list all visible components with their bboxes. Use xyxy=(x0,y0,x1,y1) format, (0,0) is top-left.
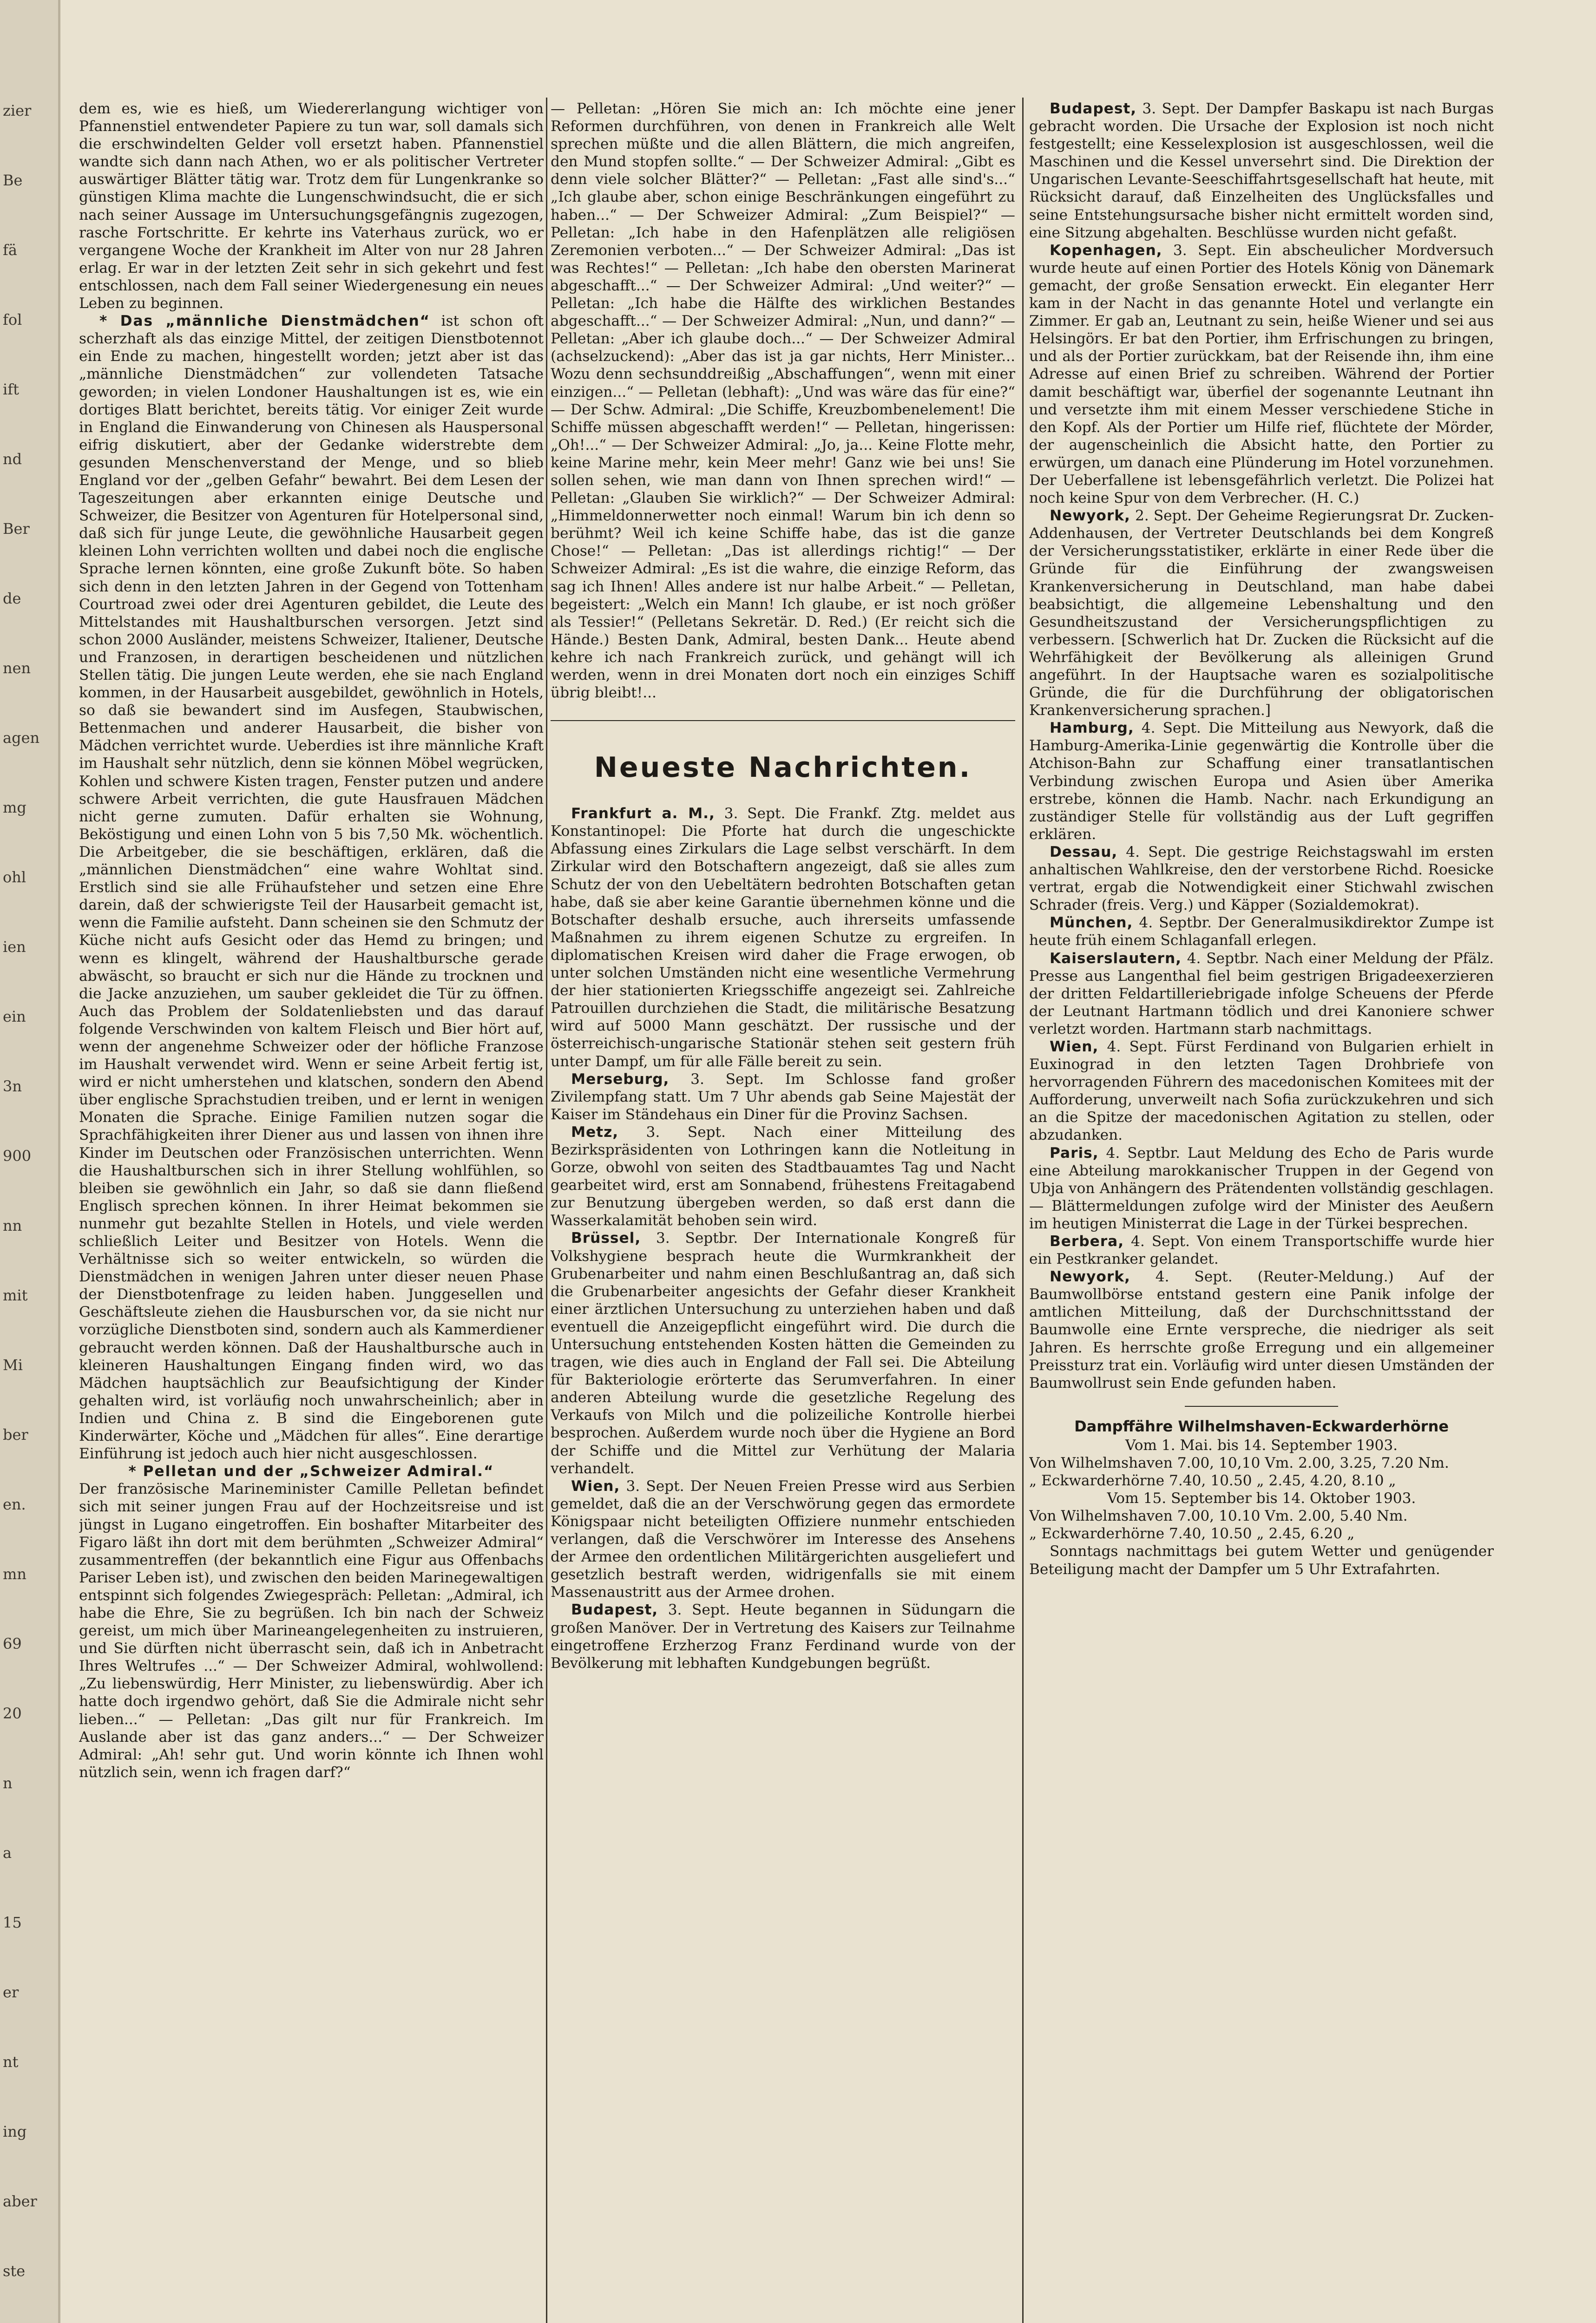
column-rule-left xyxy=(546,98,547,2323)
news-dateline: Budapest, xyxy=(1050,100,1137,117)
news-text: 3. Sept. Der Dampfer Baskapu ist nach Burgas gebracht worden. Die Ursache der Explosion ist noch nicht festgestellt; eine Kesselexplosion ist ausgeschlossen, weil die Maschinen und die Kessel unversehrt sind. Die Direktion der Ungarischen Levante-Seeschiffahrtsgesellschaft hat heute, mit Rücksicht darauf, daß Einzelheiten des Unglücksfalles und seine Entstehungsursache bisher nicht ermittelt worden sind, eine Sitzung abgehalten. Beschlüsse wurden nicht gefaßt. xyxy=(1029,100,1494,241)
news-text: 2. Sept. Der Geheime Regierungsrat Dr. Zucken-Addenhausen, der Vertreter Deutschlands bei dem Kongreß der Versicherungsstatistiker, erklärte in einer Rede über die Gründe für die Einführung der zwangsweisen Krankenversicherung in Deutschland, man habe dabei beabsichtigt, die allgemeine Lebenshaltung und den Gesundheitszustand der Versicherungspflichtigen zu verbessern. [Schwerlich hat Dr. Zucken die Rücksicht auf die Wehrfähigkeit der Bevölkerung als alleinigen Grund angeführt. In der Hauptsache waren es sozialpolitische Gründe, die für die Durchführung der obligatorischen Krankenversicherung sprachen.] xyxy=(1029,507,1494,719)
news-text: 3. Sept. Nach einer Mitteilung des Bezirkspräsidenten von Lothringen kann die Notleitung in Gorze, obwohl von seiten des Stadtbauamtes Tag und Nacht gearbeitet wird, erst am Sonnabend, frühestens Freitagabend zur Benutzung übergeben werden, so daß erst dann die Wasserkalamität behoben sein wird. xyxy=(551,1123,1015,1229)
previous-page-fragment: Mi xyxy=(3,1357,23,1373)
article-pelletan-continuation: — Pelletan: „Hören Sie mich an: Ich möchte eine jener Reformen durchführen, von denen in Frankreich alle Welt sprechen müßte und die allen Blättern, die mich angreifen, den Mund stopfen sollte.“ — Der Schweizer Admiral: „Gibt es denn viele solcher Blätter?“ — Pelletan: „Fast alle sind's...“ „Ich glaube aber, schon einige Beschränkungen eingeführt zu haben...“ — Der Schweizer Admiral: „Zum Beispiel?“ — Pelletan: „Ich habe in den Hafenplätzen alle religiösen Zeremonien verboten...“ — Der Schweizer Admiral: „Das ist was Rechtes!“ — Pelletan: „Ich habe den obersten Marinerat abgeschafft...“ — Der Schweizer Admiral: „Und weiter?“ — Pelletan: „Ich habe die Hälfte des wirklichen Bestandes abgeschafft...“ — Der Schweizer Admiral: „Nun, und dann?“ — Pelletan: „Aber ich glaube doch...“ — Der Schweizer Admiral (achselzuckend): „Aber das ist ja gar nichts, Herr Minister... Wozu denn sechsunddreißig „Abschaffungen“, wenn mit einer einzigen...“ — Pelletan (lebhaft): „Und was wäre das für eine?“ — Der Schw. Admiral: „Die Schiffe, Kreuzbombenelement! Die Schiffe müssen abgeschafft werden!“ — Pelletan, hingerissen: „Oh!...“ — Der Schweizer Admiral: „Jo, ja... Keine Flotte mehr, keine Marine mehr, kein Meer mehr! Ganz wie bei uns! Sie sollen sehen, wie man dann von Ihnen sprechen wird!“ — Pelletan: „Glauben Sie wirklich?“ — Der Schweizer Admiral: „Himmeldonnerwetter noch einmal! Warum bin ich denn so berühmt? Weil ich keine Schiffe habe, das ist die ganze Chose!“ — Pelletan: „Das ist allerdings richtig!“ — Der Schweizer Admiral: „Es ist die wahre, die einzige Reform, das sag ich Ihnen! Alles andere ist nur halbe Arbeit.“ — Pelletan, begeistert: „Welch ein Mann! Ich glaube, er ist noch größer als Tessier!“ (Pelletans Sekretär. D. Red.) (Er reicht sich die Hände.) Besten Dank, Admiral, besten Dank... Heute abend kehre ich nach Frankreich zurück, und gehängt will ich werden, wenn in drei Monaten dort noch ein einziges Schiff übrig bleibt!... xyxy=(551,100,1015,702)
previous-page-fragment: er xyxy=(3,1984,19,2001)
news-text: 3. Sept. Die Frankf. Ztg. meldet aus Konstantinopel: Die Pforte hat durch die ungeschickte Abfassung eines Zirkulars die Lage selbst verschärft. In dem Zirkular wird den Botschaftern angezeigt, daß sie alles zum Schutz der von den Uebeltätern bedrohten Botschaften getan habe, daß sie aber keine Garantie übernehmen könne und die Botschafter deshalb ersuche, auch ihrerseits umfassende Maßnahmen zu ihrem eigenen Schutze zu ergreifen. In diplomatischen Kreisen wird daher die Frage erwogen, ob unter solchen Umständen nicht eine wesentliche Vermehrung der hier stationierten Kriegsschiffe angezeigt sei. Zahlreiche Patrouillen durchziehen die Stadt, die militärische Besatzung wird auf 5000 Mann geschätzt. Der russische und der österreichisch-ungarische Stationär stehen seit gestern früh unter Dampf, um für alle Fälle bereit zu sein. xyxy=(551,805,1015,1070)
ferry-line: Von Wilhelmshaven 7.00, 10,10 Vm. 2.00, 3.25, 7.20 Nm. xyxy=(1029,1454,1449,1471)
ferry-note: Sonntags nachmittags bei gutem Wetter und genügender Beteiligung macht der Dampfer um 5 Uhr Extrafahrten. xyxy=(1029,1543,1494,1578)
previous-page-fragment: nd xyxy=(3,451,22,467)
previous-page-fragment: zier xyxy=(3,102,32,119)
news-item xyxy=(1029,242,1494,507)
news-text: 4. Sept. Fürst Ferdinand von Bulgarien erhielt in Euxinograd in den letzten Tagen Drohbriefe von hervorragenden Führern des macedonischen Komitees mit der Aufforderung, unverweilt nach Sofia zurückzukehren und sich an die Spitze der macedonischen Agitation zu stellen, oder abzudanken. xyxy=(1029,1038,1494,1144)
previous-page-fragment: Be xyxy=(3,172,23,189)
previous-page-fragment: en. xyxy=(3,1496,26,1513)
section-divider xyxy=(551,720,1015,721)
news-item xyxy=(1029,719,1494,843)
section-title: Neueste Nachrichten. xyxy=(594,751,972,784)
article-heading: * Pelletan und der „Schweizer Admiral.“ xyxy=(128,1463,494,1480)
article-pelletan-body: Der französische Marineminister Camille Pelletan befindet sich mit seiner jungen Frau auf der Hochzeitsreise und ist jüngst in Lugano eingetroffen. Ein boshafter Mitarbeiter des Figaro läßt ihn dort mit dem berühmten „Schweizer Admiral“ zusammentreffen (der bekanntlich eine Figur aus Offenbachs Pariser Leben ist), und zwischen den beiden Marinegewaltigen entspinnt sich folgendes Zwiegespräch: Pelletan: „Admiral, ich habe die Ehre, Sie zu begrüßen. Ich bin nach der Schweiz gereist, um mich über Marineangelegenheiten zu instruieren, und Sie dürften nicht überrascht sein, daß ich in Anbetracht Ihres Weltrufes ...“ — Der Schweizer Admiral, wohlwollend: „Zu liebenswürdig, Herr Minister, zu liebenswürdig. Aber ich hatte doch irgendwo gehört, daß Sie die Admirale nicht sehr lieben...“ — Pelletan: „Das gilt nur für Frankreich. Im Auslande aber ist das ganz anders...“ — Der Schweizer Admiral: „Ah! sehr gut. Und worin könnte ich Ihnen wohl nützlich sein, wenn ich fragen darf?“ xyxy=(79,1481,544,1781)
column-3 xyxy=(1029,100,1494,2321)
previous-page-fragment: mg xyxy=(3,799,26,816)
previous-page-fragment: agen xyxy=(3,729,40,746)
previous-page-edge xyxy=(0,0,60,2323)
column-rule-right xyxy=(1022,98,1024,2323)
article-heading: * Das „männliche Dienstmädchen“ xyxy=(99,313,431,330)
news-text: 3. Septbr. Der Internationale Kongreß für Volkshygiene besprach heute die Wurmkrankheit der Grubenarbeiter und nahm einen Beschlußantrag an, daß sich die Grubenarbeiter angesichts der Gefahr dieser Krankheit einer ärztlichen Untersuchung zu unterziehen haben und daß eventuell die Anzeigepflicht eingeführt wird. Die durch die Untersuchung entstehenden Kosten hätten die Gemeinden zu tragen, wie dies auch in England der Fall sei. Die Abteilung für Bakteriologie erörterte das Serumverfahren. In einer anderen Abteilung wurde die gesetzliche Regelung des Verkaufs von Milch und die polizeiliche Kontrolle hierbei besprochen. Außerdem wurde noch über die Hygiene an Bord der Schiffe und die Mittel zur Verhütung der Malaria verhandelt. xyxy=(551,1230,1015,1477)
previous-page-fragment: ien xyxy=(3,938,26,955)
news-item xyxy=(1029,1233,1494,1268)
previous-page-fragment: 3n xyxy=(3,1078,22,1095)
previous-page-fragment: ein xyxy=(3,1008,26,1025)
news-text: 3. Sept. Heute begannen in Südungarn die großen Manöver. Der in Vertretung des Kaisers zur Teilnahme eingetroffene Erzherzog Franz Ferdinand wurde von der Bevölkerung mit lebhaften Kundgebungen begrüßt. xyxy=(551,1601,1015,1672)
news-text: 4. Sept. Von einem Transportschiffe wurde hier ein Pestkranker gelandet. xyxy=(1029,1233,1494,1268)
news-item xyxy=(1029,914,1494,949)
previous-page-fragment: 900 xyxy=(3,1148,32,1164)
ferry-period: Vom 15. September bis 14. Oktober 1903. xyxy=(1107,1490,1416,1507)
previous-page-fragment: Ber xyxy=(3,520,30,537)
previous-page-fragment: ing xyxy=(3,2123,27,2140)
news-dateline: Dessau, xyxy=(1050,843,1118,860)
news-dateline: Kaiserslautern, xyxy=(1050,950,1182,967)
previous-page-fragment: aber xyxy=(3,2193,37,2210)
column-1 xyxy=(79,100,544,2321)
article-body: ist schon oft scherzhaft als das einzige Mittel, der zeitigen Dienstbotennot ein Ende zu machen, hingestellt worden; jetzt aber ist das „männliche Dienstmädchen“ zur vollendeten Tatsache geworden; in vielen Londoner Haushaltungen ist es, wie ein dortiges Blatt berichtet, bereits tätig. Vor einiger Zeit wurde in England die Einwanderung von Chinesen als Hauspersonal eifrig diskutiert, aber der Gedanke widerstrebte dem gesunden Menschenverstand der Menge, und so blieb England vor der „gelben Gefahr“ bewahrt. Bei dem Lesen der Tageszeitungen aber erkannten einige Deutsche und Schweizer, die Besitzer von Agenturen für Hotelpersonal sind, daß sich für junge Leute, die gewöhnliche Hausarbeit gegen kleinen Lohn verrichten wollten und dabei noch die englische Sprache lernen könnten, eine große Zukunft böte. So haben sich denn in den letzten Jahren in der Gegend von Tottenham Courtroad zwei oder drei Agenturen gebildet, die Leute des Mittelstandes mit Haushaltburschen versorgen. Jetzt sind schon 2000 Ausländer, meistens Schweizer, Italiener, Deutsche und Franzosen, in derartigen bescheidenen und nützlichen Stellen tätig. Die jungen Leute werden, ehe sie nach England kommen, in der Hausarbeit ausgebildet, gewöhnlich in Hotels, so daß sie bewandert sind im Ausfegen, Staubwischen, Bettenmachen und anderer Hausarbeit, die bisher von Mädchen verrichtet wurde. Ueberdies ist ihre männliche Kraft im Haushalt sehr nützlich, denn sie können Möbel wegrücken, Kohlen und schwere Kisten tragen, Fenster putzen und andere schwere Arbeit verrichten, die gute Hausfrauen Mädchen nicht gerne zumuten. Dafür erhalten sie Wohnung, Beköstigung und einen Lohn von 5 bis 7,50 Mk. wöchentlich. Die Arbeitgeber, die sie beschäftigen, erklären, daß die „männlichen Dienstmädchen“ eine wahre Wohltat sind. Erstlich sind sie alle Frühaufsteher und setzen eine Ehre darein, daß der schwierigste Teil der Hausarbeit gemacht ist, wenn die Familie aufsteht. Dann scheinen sie den Schmutz der Küche nicht aufs Gesicht oder das Hemd zu bringen; und wenn es klingelt, während der Haushaltbursche gerade abwäscht, so braucht er sich nur die Hände zu trocknen und die Jacke anzuziehen, um sauber gekleidet die Tür zu öffnen. Auch das Problem der Soldatenliebsten und das darauf folgende Verschwinden von kaltem Fleisch und Bier hört auf, wenn der angenehme Schweizer oder der höfliche Franzose im Haushalt verwendet wird. Wenn er seine Arbeit fertig ist, wird er nicht umherstehen und klatschen, sondern den Abend über englische Sprachstudien treiben, und er lernt in wenigen Monaten die Sprache. Einige Familien nutzen sogar die Sprachfähigkeiten ihrer Diener aus und lassen von ihnen ihre Kinder im Deutschen oder Französischen unterrichten. Wenn die Haushaltburschen sich in ihrer Stellung wohlfühlen, so bleiben sie gewöhnlich ein Jahr, so daß sie dann fließend Englisch sprechen können. In ihrer Heimat bekommen sie nunmehr gut bezahlte Stellen in Hotels, und viele werden schließlich Leiter und Besitzer von Hotels. Wenn die Verhältnisse sich so weiter entwickeln, so würden die Dienstmädchen in wenigen Jahren unter dieser neuen Phase der Dienstbotenfrage zu leiden haben. Junggesellen und Geschäftsleute ziehen die Hausburschen vor, da sie nicht nur vorzügliche Dienstboten sind, sondern auch als Kammerdiener gebraucht werden können. Daß der Haushaltbursche auch in kleineren Haushaltungen Eingang finden wird, wo das Mädchen hauptsächlich zur Beaufsichtigung der Kinder gehalten wird, ist vorläufig noch unwahrscheinlich; aber in Indien und China z. B sind die Eingeborenen gute Kinderwärter, Köche und „Mädchen für alles“. Eine derartige Einführung ist jedoch auch hier nicht ausgeschlossen. xyxy=(79,313,544,1463)
previous-page-fragment: nn xyxy=(3,1217,22,1234)
news-item xyxy=(551,1477,1015,1601)
previous-page-fragment: 69 xyxy=(3,1635,22,1652)
previous-page-fragment: ift xyxy=(3,381,19,398)
news-dateline: München, xyxy=(1050,914,1133,932)
news-dateline: Berbera, xyxy=(1050,1233,1124,1250)
news-item xyxy=(1029,843,1494,914)
previous-page-fragment: a xyxy=(3,1844,12,1861)
news-dateline: Paris, xyxy=(1050,1144,1099,1162)
previous-page-fragment: ohl xyxy=(3,869,26,886)
column-2 xyxy=(551,100,1015,2321)
news-text: 3. Sept. Im Schlosse fand großer Zivilempfang statt. Um 7 Uhr abends gab Seine Majestät der Kaiser im Ständehaus ein Diner für die Provinz Sachsen. xyxy=(551,1070,1015,1123)
news-text: 4. Septbr. Der Generalmusikdirektor Zumpe ist heute früh einem Schlaganfall erlegen. xyxy=(1029,914,1494,949)
previous-page-fragment: n xyxy=(3,1775,13,1791)
news-item xyxy=(1029,950,1494,1038)
news-item xyxy=(1029,507,1494,719)
news-dateline: Wien, xyxy=(571,1477,620,1495)
previous-page-fragment: ber xyxy=(3,1426,28,1443)
previous-page-fragment: 15 xyxy=(3,1914,22,1931)
news-dateline: Hamburg, xyxy=(1050,720,1134,737)
news-text: 4. Septbr. Nach einer Meldung der Pfälz. Presse aus Langenthal fiel beim gestrigen Brigadeexerzieren der dritten Feldartilleriebrigade infolge Scheuens der Pferde der Leutnant Hartmann tödlich und drei Kanoniere schwer verletzt worden. Hartmann starb nachmittags. xyxy=(1029,950,1494,1037)
previous-page-fragment: nen xyxy=(3,660,31,676)
news-dateline: Budapest, xyxy=(571,1601,658,1619)
news-item xyxy=(551,1229,1015,1477)
article-maennliche-dienstmaedchen xyxy=(79,312,544,1463)
news-text: 4. Sept. (Reuter-Meldung.) Auf der Baumwollbörse entstand gestern eine Panik infolge der amtlichen Mitteilung, daß der Durchschnittsstand der Baumwolle eine Ernte verspreche, die niedriger als seit Jahren. Es herrschte große Erregung und ein allgemeiner Preissturz trat ein. Vorläufig wird unter diesen Umständen der Baumwollrust sein Ende gefunden haben. xyxy=(1029,1268,1494,1391)
news-text: 4. Sept. Die gestrige Reichstagswahl im ersten anhaltischen Wahlkreise, den der verstorbene Richd. Roesicke vertrat, ergab die Notwendigkeit einer Stichwahl zwischen Schrader (freis. Verg.) und Käpper (Sozialdemokrat). xyxy=(1029,843,1494,914)
news-dateline: Brüssel, xyxy=(571,1230,641,1247)
news-dateline: Frankfurt a. M., xyxy=(571,805,715,822)
article-pelletan-heading xyxy=(79,1463,544,1480)
ferry-title: Dampffähre Wilhelmshaven-Eckwarderhörne xyxy=(1074,1417,1449,1435)
news-text: 4. Septbr. Laut Meldung des Echo de Paris wurde eine Abteilung marokkanischer Truppen in der Gegend von Ubja von Anhängern des Prätendenten vollständig geschlagen. — Blättermeldungen zufolge wird der Minister des Aeußern im heutigen Ministerrat die Lage in der Türkei besprechen. xyxy=(1029,1144,1494,1232)
news-item xyxy=(1029,1038,1494,1144)
previous-page-fragment: fä xyxy=(3,242,17,258)
ferry-line: „ Eckwarderhörne 7.40, 10.50 „ 2.45, 4.20, 8.10 „ xyxy=(1029,1472,1396,1490)
previous-page-fragment: mn xyxy=(3,1566,26,1582)
ferry-line: Von Wilhelmshaven 7.00, 10.10 Vm. 2.00, 5.40 Nm. xyxy=(1029,1508,1408,1525)
ferry-period: Vom 1. Mai. bis 14. September 1903. xyxy=(1125,1437,1398,1454)
ferry-schedule-ad xyxy=(1029,1416,1494,1578)
previous-page-fragment: mit xyxy=(3,1287,28,1304)
news-item xyxy=(551,805,1015,1070)
ad-divider xyxy=(1185,1406,1338,1407)
previous-page-fragment: ste xyxy=(3,2263,26,2279)
previous-page-fragment: de xyxy=(3,590,21,607)
news-dateline: Kopenhagen, xyxy=(1050,242,1163,259)
news-text: 4. Sept. Die Mitteilung aus Newyork, daß die Hamburg-Amerika-Linie gegenwärtig die Kontrolle über die Atchison-Bahn zur Schaffung einer transatlantischen Verbindung zwischen Europa und Asien über Amerika erstrebe, können die Hamb. Nachr. nach Erkundigung an zuständiger Stelle für vollständig aus der Luft gegriffen erklären. xyxy=(1029,720,1494,843)
previous-page-fragment: fol xyxy=(3,311,22,328)
news-text: 3. Sept. Ein abscheulicher Mordversuch wurde heute auf einen Portier des Hotels König von Dänemark gemacht, der große Sensation erweckt. Ein eleganter Herr kam in der Nacht in das genannte Hotel und verlangte ein Zimmer. Er gab an, Leutnant zu sein, heiße Wiener und sei aus Helsingörs. Er bat den Portier, ihm Erfrischungen zu bringen, und als der Portier zurückkam, bat der Reisende ihn, ihm eine Adresse auf einen Brief zu schreiben. Während der Portier damit beschäftigt war, überfiel der sogenannte Leutnant ihn und versetzte ihm mit einem Messer verschiedene Stiche in den Kopf. Als der Portier um Hilfe rief, flüchtete der Mörder, der augenscheinlich die Absicht hatte, den Portier zu erwürgen, um danach eine Plünderung im Hotel vorzunehmen. Der Ueberfallene ist lebensgefährlich verletzt. Die Polizei hat noch keine Spur von dem Verbrecher. (H. C.) xyxy=(1029,242,1494,507)
article-continuation: dem es, wie es hieß, um Wiedererlangung wichtiger von Pfannenstiel entwendeter Papiere zu tun war, soll damals sich die erschwindelten Gelder voll ersetzt haben. Pfannenstiel wandte sich dann nach Athen, wo er als politischer Vertreter auswärtiger Blätter tätig war. Trotz dem für Lungenkranke so günstigen Klima machte die Lungenschwindsucht, die er sich nach seiner Aussage im Untersuchungsgefängnis zugezogen, rasche Fortschritte. Er kehrte ins Vaterhaus zurück, wo er vergangene Woche der Krankheit im Alter von nur 28 Jahren erlag. Er war in der letzten Zeit sehr in sich gekehrt und fest entschlossen, nach dem Fall seiner Wiedergenesung ein neues Leben zu beginnen. xyxy=(79,100,544,312)
ferry-line: „ Eckwarderhörne 7.40, 10.50 „ 2.45, 6.20 „ xyxy=(1029,1525,1355,1542)
news-item xyxy=(1029,100,1494,242)
news-item xyxy=(551,1601,1015,1672)
news-item xyxy=(551,1123,1015,1230)
news-dateline: Merseburg, xyxy=(571,1070,670,1088)
news-dateline: Newyork, xyxy=(1050,1268,1130,1286)
news-item xyxy=(1029,1268,1494,1392)
previous-page-fragment: nt xyxy=(3,2054,19,2070)
news-dateline: Metz, xyxy=(571,1123,619,1141)
news-dateline: Wien, xyxy=(1050,1038,1099,1055)
news-dateline: Newyork, xyxy=(1050,507,1130,525)
news-item xyxy=(551,1070,1015,1123)
news-text: 3. Sept. Der Neuen Freien Presse wird aus Serbien gemeldet, daß die an der Verschwörung gegen das ermordete Königspaar nicht beteiligten Offiziere nunmehr entschieden verlangen, daß die Verschwörer im Interesse des Ansehens der Armee den ordentlichen Militärgerichten ausgeliefert und gesetzlich bestraft werden, widrigenfalls sie mit einem Massenaustritt aus der Armee drohen. xyxy=(551,1477,1015,1601)
news-item xyxy=(1029,1144,1494,1233)
previous-page-fragment: 20 xyxy=(3,1705,22,1722)
